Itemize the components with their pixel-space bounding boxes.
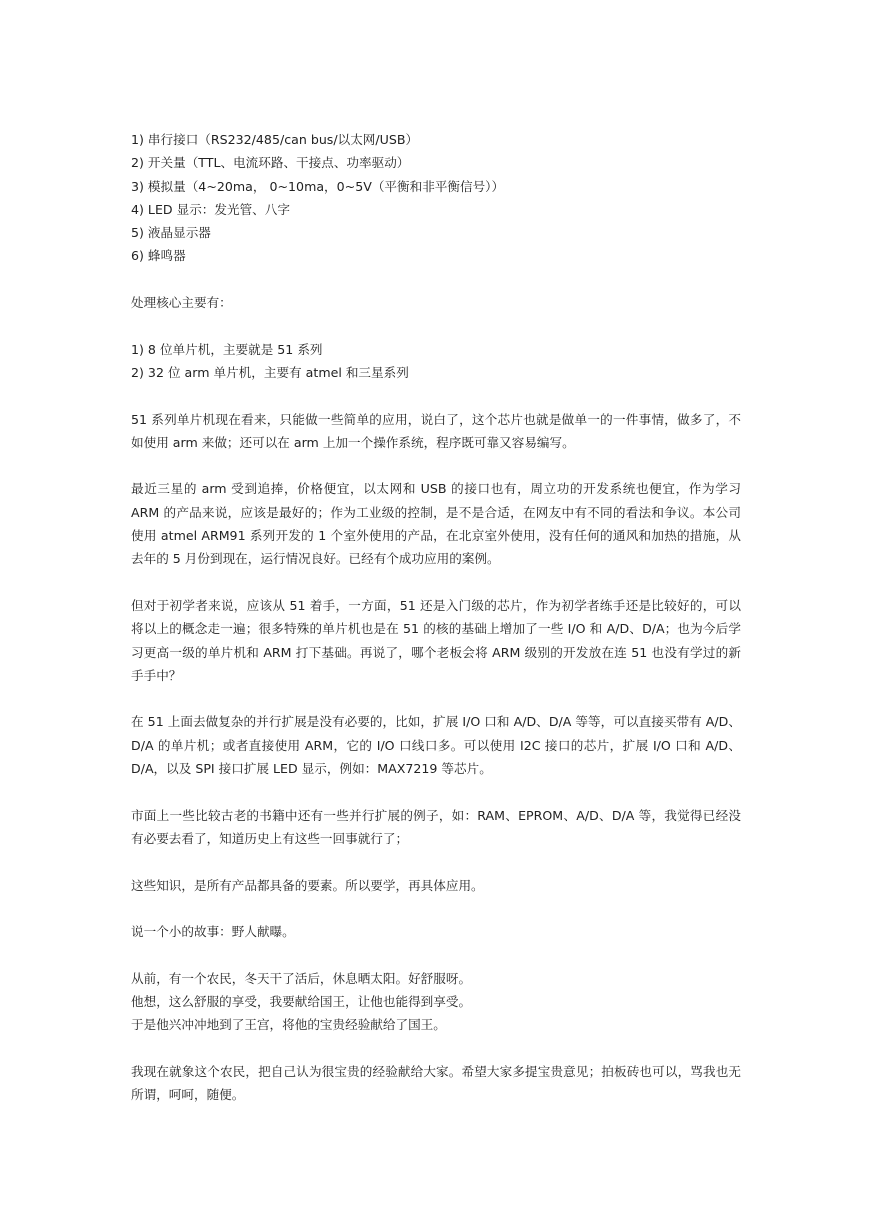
interface-list: [131, 128, 741, 268]
story-body: [131, 967, 741, 1037]
spacer: [131, 687, 741, 710]
story-title: 说一个小的故事：野人献曝。: [131, 924, 295, 940]
spacer: [131, 571, 741, 594]
list-item-lcd: 5) 液晶显示器: [131, 225, 211, 241]
spacer: [131, 943, 741, 966]
paragraph-books: 市面上一些比较古老的书籍中还有一些并行扩展的例子，如：RAM、EPROM、A/D、D/A 等，我觉得已经没有必要去看了，知道历史上有这些一回事就行了；: [131, 807, 741, 846]
story-line: 他想，这么舒服的享受，我要献给国王，让他也能得到享受。: [131, 993, 472, 1009]
story-line: 从前，有一个农民，冬天干了活后，休息晒太阳。好舒服呀。: [131, 970, 472, 986]
list-item-led: 4) LED 显示：发光管、八字: [131, 201, 290, 217]
list-item-8bit: 1) 8 位单片机，主要就是 51 系列: [131, 341, 323, 357]
list-item-buzzer: 6) 蜂鸣器: [131, 248, 186, 264]
list-item-analog: 3) 模拟量（4~20ma， 0~10ma，0~5V（平衡和非平衡信号））: [131, 178, 505, 194]
paragraph-arm: 最近三星的 arm 受到追捧，价格便宜，以太网和 USB 的接口也有，周立功的开发系统也便宜，作为学习 ARM 的产品来说，应该是最好的；作为工业级的控制，是不是合适，在网友中有不同的看法和争议。本公司使用 atmel ARM91 系列开发的 1 个室外使用的产品，在北京室外使用，没有任何的通风和加热的措施，从去年的 5 月份到现在，运行情况良好。已经有个成功应用的案例。: [131, 481, 741, 567]
story-line: 于是他兴冲冲地到了王宫，将他的宝贵经验献给了国王。: [131, 1017, 446, 1033]
spacer: [131, 850, 741, 873]
core-list: [131, 338, 741, 385]
spacer: [131, 454, 741, 477]
spacer: [131, 268, 741, 291]
spacer: [131, 1037, 741, 1060]
paragraph-knowledge: 这些知识，是所有产品都具备的要素。所以要学，再具体应用。: [131, 877, 484, 893]
list-item-serial: 1) 串行接口（RS232/485/can bus/以太网/USB）: [131, 132, 419, 147]
core-heading: 处理核心主要有：: [131, 295, 232, 311]
list-item-switch: 2) 开关量（TTL、电流环路、干接点、功率驱动）: [131, 155, 410, 171]
paragraph-closing: 我现在就象这个农民，把自己认为很宝贵的经验献给大家。希望大家多提宝贵意见；拍板砖也可以，骂我也无所谓，呵呵，随便。: [131, 1063, 741, 1103]
spacer: [131, 314, 741, 337]
spacer: [131, 780, 741, 803]
paragraph-beginner: 但对于初学者来说，应该从 51 着手，一方面，51 还是入门级的芯片，作为初学者练手还是比较好的，可以将以上的概念走一遍；很多特殊的单片机也是在 51 的核的基础上增加了一些 I/O 和 A/D、D/A；也为今后学习更高一级的单片机和 ARM 打下基础。再说了，哪个老板会将 ARM 级别的开发放在连 51 也没有学过的新手手中？: [131, 597, 741, 683]
spacer: [131, 897, 741, 920]
paragraph-expansion: 在 51 上面去做复杂的并行扩展是没有必要的，比如，扩展 I/O 口和 A/D、D/A 等等，可以直接买带有 A/D、D/A 的单片机；或者直接使用 ARM，它的 I/O 口线口多。可以使用 I2C 接口的芯片，扩展 I/O 口和 A/D、D/A，以及 SPI 接口扩展 LED 显示，例如：MAX7219 等芯片。: [131, 714, 741, 777]
document-page: [131, 128, 741, 1106]
paragraph-51-series: 51 系列单片机现在看来，只能做一些简单的应用，说白了，这个芯片也就是做单一的一件事情，做多了，不如使用 arm 来做；还可以在 arm 上加一个操作系统，程序既可靠又容易编写。: [131, 411, 741, 450]
list-item-32bit: 2) 32 位 arm 单片机，主要有 atmel 和三星系列: [131, 364, 409, 380]
spacer: [131, 384, 741, 407]
